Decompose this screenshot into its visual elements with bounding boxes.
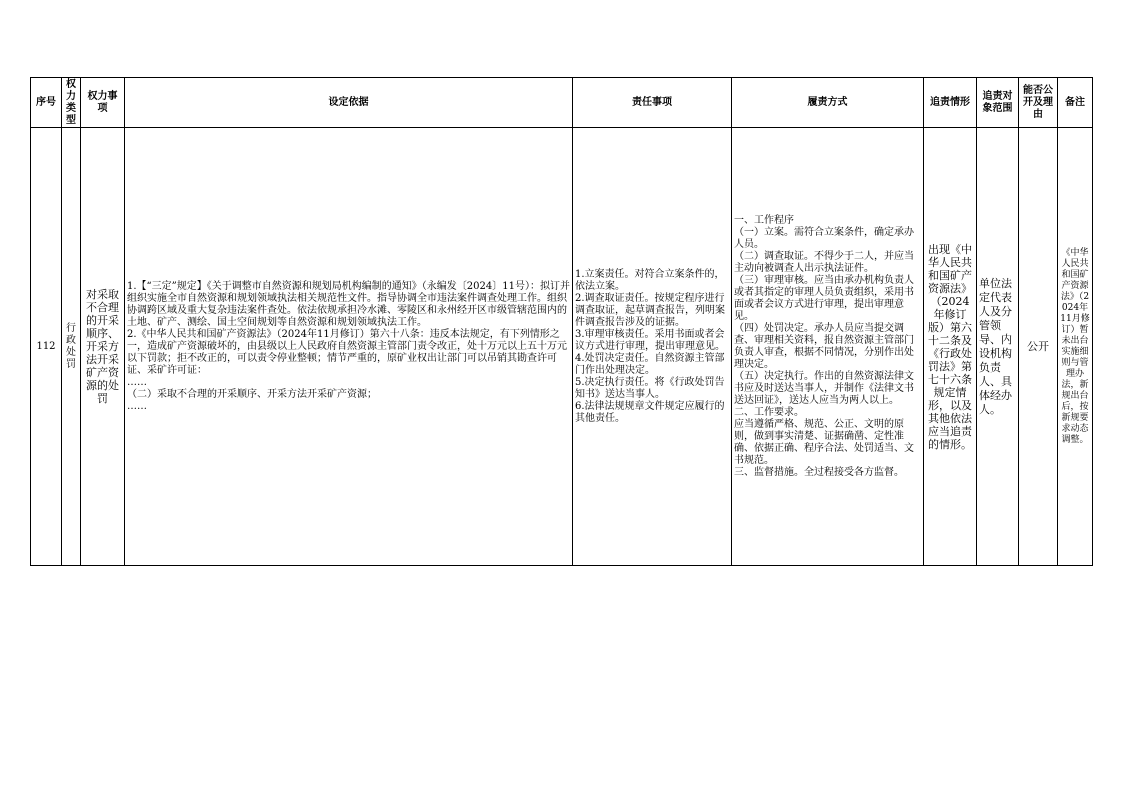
method-line-6: （五）决定执行。作出的自然资源法律文书应及时送达当事人，并制作《法律文书送达回证》，送达人应当为两人以上。 <box>734 370 914 406</box>
responsibility-item-5: 5.决定执行责任。将《行政处罚告知书》送达当事人。 <box>575 376 725 400</box>
header-no: 序号 <box>31 78 62 128</box>
method-line-1: 一、工作程序 <box>734 214 794 226</box>
row-accountability: 出现《中华人民共和国矿产资源法》（2024年修订版）第六十二条及《行政处罚法》第七十六条规定情形，以及其他依法应当追责的情形。 <box>924 128 977 566</box>
responsibility-item-6: 6.法律法规规章文件规定应履行的其他责任。 <box>575 400 725 424</box>
row-responsibility <box>573 128 732 566</box>
row-power-item: 对采取不合理的开采顺序、开采方法开采矿产资源的处罚 <box>81 128 125 566</box>
header-accountability: 追责情形 <box>924 78 977 128</box>
header-scope: 追责对象范围 <box>977 78 1019 128</box>
header-row <box>31 78 1093 128</box>
method-line-7: 二、工作要求。 <box>734 406 804 418</box>
method-line-5: （四）处罚决定。承办人员应当提交调查、审理相关资料，报自然资源主管部门负责人审查，根据不同情况，分别作出处理决定。 <box>734 322 914 370</box>
header-method: 履责方式 <box>732 78 924 128</box>
header-power-item: 权力事项 <box>81 78 125 128</box>
header-power-type: 权力类型 <box>62 78 81 128</box>
row-disclosure: 公开 <box>1019 128 1058 566</box>
header-responsibility: 责任事项 <box>573 78 732 128</box>
responsibility-item-1: 1.立案责任。对符合立案条件的，依法立案。 <box>575 268 725 292</box>
row-no: 112 <box>31 128 62 566</box>
table-row <box>31 128 1093 566</box>
row-power-type: 行政处罚 <box>62 128 81 566</box>
row-basis <box>125 128 573 566</box>
row-scope: 单位法定代表人及分管领导、内设机构负责人、具体经办人。 <box>977 128 1019 566</box>
responsibility-item-4: 4.处罚决定责任。自然资源主管部门作出处理决定。 <box>575 352 725 376</box>
basis-paragraph-3: （二）采取不合理的开采顺序、开采方法开采矿产资源； <box>127 388 377 400</box>
header-basis: 设定依据 <box>125 78 573 128</box>
basis-ellipsis-1: …… <box>127 376 147 388</box>
method-line-3: （二）调查取证。不得少于二人，并应当主动向被调查人出示执法证件。 <box>734 250 914 274</box>
method-line-2: （一）立案。需符合立案条件，确定承办人员。 <box>734 226 914 250</box>
header-disclosure: 能否公开及理由 <box>1019 78 1058 128</box>
header-remark: 备注 <box>1058 78 1093 128</box>
method-line-9: 三、监督措施。全过程接受各方监督。 <box>734 466 904 478</box>
method-line-8: 应当遵循严格、规范、公正、文明的原则，做到事实清楚、证据确凿、定性准确、依据正确、程序合法、处罚适当、文书规范。 <box>734 418 914 466</box>
basis-ellipsis-2: …… <box>127 400 147 412</box>
responsibility-item-2: 2.调查取证责任。按规定程序进行调查取证，起草调查报告，列明案件调查报告涉及的证据。 <box>575 292 725 328</box>
power-list-table <box>30 77 1093 566</box>
method-line-4: （三）审理审核。应当由承办机构负责人或者其指定的审理人员负责组织，采用书面或者会议方式进行审理，提出审理意见。 <box>734 274 914 322</box>
responsibility-item-3: 3.审理审核责任。采用书面或者会议方式进行审理，提出审理意见。 <box>575 328 725 352</box>
basis-paragraph-2: 2.《中华人民共和国矿产资源法》（2024年11月修订）第六十八条：违反本法规定，有下列情形之一，造成矿产资源破坏的，由县级以上人民政府自然资源主管部门责令改正，处十万元以上五十万元以下罚款；拒不改正的，可以责令停业整顿；情节严重的，原矿业权出让部门可以吊销其勘查许可证、采矿许可证： <box>127 328 567 376</box>
basis-paragraph-1: 1.【“三定”规定】《关于调整市自然资源和规划局机构编制的通知》（永编发〔2024〕11号）：拟订并组织实施全市自然资源和规划领域执法相关规范性文件。指导协调全市违法案件调查处理工作。组织协调跨区域及重大复杂违法案件查处。依法依规承担冷水滩、零陵区和永州经开区市级管辖范围内的土地、矿产、测绘、国土空间规划等自然资源和规划领域执法工作。 <box>127 280 570 328</box>
row-remark: 《中华人民共和国矿产资源法》（2024年11月修订）暂未出台实施细则与管理办法，新规出台后，按新规要求动态调整。 <box>1058 128 1093 566</box>
row-method <box>732 128 924 566</box>
